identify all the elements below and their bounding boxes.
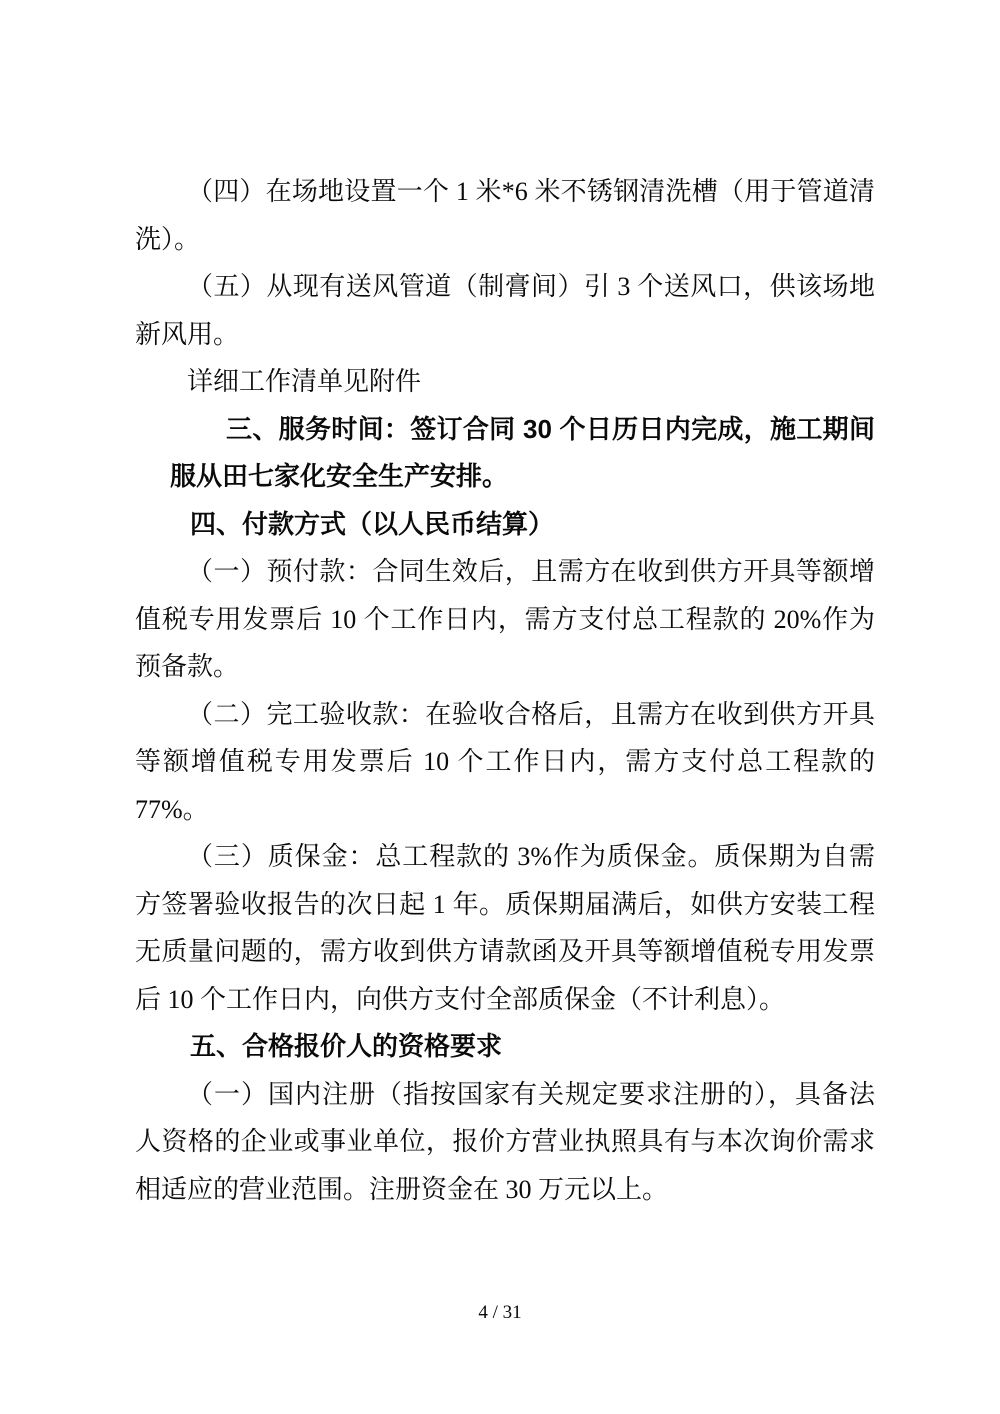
paragraph-qualification-1-registration: （一）国内注册（指按国家有关规定要求注册的），具备法人资格的企业或事业单位，报价方营业执照具有与本次询价需求相适应的营业范围。注册资金在 30 万元以上。 — [135, 1079, 875, 1204]
heading-section-4-payment-method: 四、付款方式（以人民币结算） — [190, 508, 555, 539]
paragraph-payment-2-acceptance: （二）完工验收款：在验收合格后，且需方在收到供方开具等额增值税专用发票后 10 个工作日内，需方支付总工程款的 77%。 — [135, 699, 875, 824]
document-body — [135, 168, 875, 1213]
heading-section-5-bidder-qualification: 五、合格报价人的资格要求 — [190, 1031, 503, 1061]
paragraph-item-4-cleaning-sink: （四）在场地设置一个 1 米*6 米不锈钢清洗槽（用于管道清洗）。 — [135, 177, 875, 254]
page-number: 4 / 31 — [478, 1302, 522, 1323]
paragraph-payment-1-advance: （一）预付款：合同生效后，且需方在收到供方开具等额增值税专用发票后 10 个工作日内，需方支付总工程款的 20%作为预备款。 — [135, 557, 875, 681]
paragraph-item-5-air-supply: （五）从现有送风管道（制膏间）引 3 个送风口，供该场地新风用。 — [135, 272, 875, 349]
heading-section-3-service-time: 三、服务时间：签订合同 30 个日历日内完成，施工期间服从田七家化安全生产安排。 — [170, 413, 875, 491]
paragraph-worklist-note: 详细工作清单见附件 — [187, 367, 422, 396]
paragraph-payment-3-warranty: （三）质保金：总工程款的 3%作为质保金。质保期为自需方签署验收报告的次日起 1 年。质保期届满后，如供方安装工程无质量问题的，需方收到供方请款函及开具等额增值税专用发票后 10 个工作日内，向供方支付全部质保金（不计利息）。 — [135, 842, 875, 1014]
